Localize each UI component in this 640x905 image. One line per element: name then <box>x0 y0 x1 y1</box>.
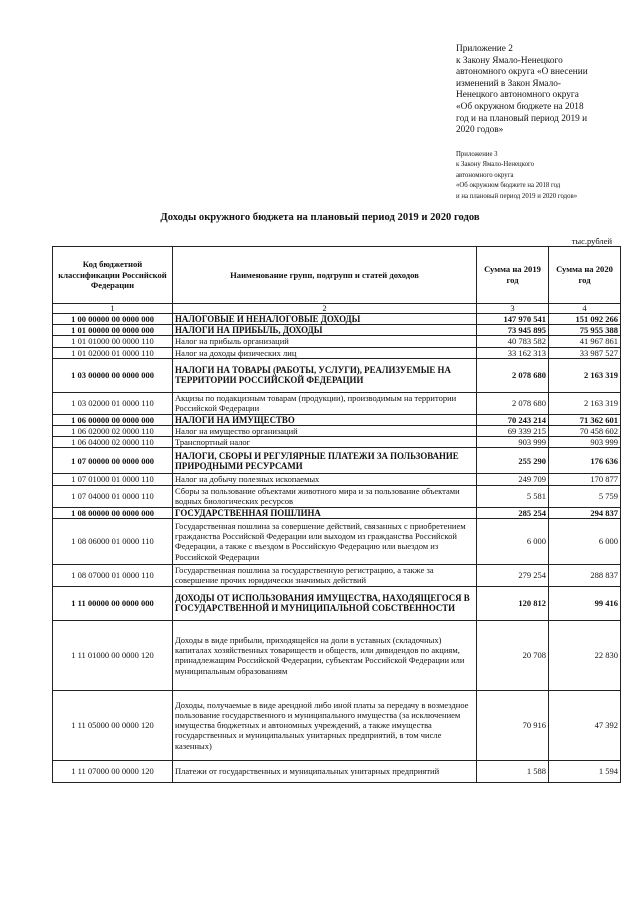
name-cell: ГОСУДАРСТВЕННАЯ ПОШЛИНА <box>173 507 477 518</box>
amount-2019-cell: 1 588 <box>477 760 549 782</box>
code-cell: 1 06 02000 02 0000 110 <box>53 426 173 437</box>
code-cell: 1 01 01000 00 0000 110 <box>53 336 173 347</box>
code-cell: 1 00 00000 00 0000 000 <box>53 314 173 325</box>
amount-2020-cell: 170 877 <box>549 474 621 485</box>
name-cell: Сборы за пользование объектами животного мира и за пользование объектами водных биологических ресурсов <box>173 485 477 507</box>
amount-2020-cell: 1 594 <box>549 760 621 782</box>
table-row <box>53 392 621 414</box>
table-row <box>53 586 621 620</box>
table-row <box>53 325 621 336</box>
appendix-2-line: 2020 годов» <box>456 125 504 136</box>
table-row <box>53 448 621 474</box>
amount-2019-cell: 2 078 680 <box>477 392 549 414</box>
appendix-2-line: к Закону Ямало-Ненецкого <box>456 55 563 66</box>
amount-2019-cell: 903 999 <box>477 437 549 448</box>
table-row <box>53 690 621 760</box>
column-index-row <box>53 304 621 314</box>
table-row <box>53 347 621 358</box>
amount-2020-cell: 22 830 <box>549 620 621 690</box>
appendix-3-line: к Закону Ямало-Ненецкого <box>456 161 535 169</box>
amount-2020-cell: 33 987 527 <box>549 347 621 358</box>
amount-2019-cell: 20 708 <box>477 620 549 690</box>
table-row <box>53 507 621 518</box>
amount-2020-cell: 294 837 <box>549 507 621 518</box>
code-cell: 1 07 04000 01 0000 110 <box>53 485 173 507</box>
revenue-table <box>52 246 621 783</box>
amount-2019-cell: 70 916 <box>477 690 549 760</box>
name-cell: Доходы, получаемые в виде арендной либо иной платы за передачу в возмездное пользование государственного и муниципального имущества (за исключением имущества бюджетных и автономных учреждений, а также имущества государственных и муниципальных унитарных предприятий, в том числе казенных) <box>173 690 477 760</box>
table-row <box>53 518 621 564</box>
amount-2020-cell: 99 416 <box>549 586 621 620</box>
column-index: 4 <box>549 304 621 314</box>
name-cell: Государственная пошлина за государственную регистрацию, а также за совершение прочих юридически значимых действий <box>173 564 477 586</box>
table-row <box>53 358 621 392</box>
amount-2019-cell: 5 581 <box>477 485 549 507</box>
header-2019: Сумма на 2019 год <box>477 247 549 304</box>
code-cell: 1 06 04000 02 0000 110 <box>53 437 173 448</box>
appendix-2-line: Приложение 2 <box>456 44 513 54</box>
amount-2019-cell: 2 078 680 <box>477 358 549 392</box>
units-label: тыс.рублей <box>571 236 612 246</box>
name-cell: Налог на доходы физических лиц <box>173 347 477 358</box>
code-cell: 1 11 01000 00 0000 120 <box>53 620 173 690</box>
name-cell: НАЛОГОВЫЕ И НЕНАЛОГОВЫЕ ДОХОДЫ <box>173 314 477 325</box>
amount-2020-cell: 2 163 319 <box>549 392 621 414</box>
appendix-3-line: Приложение 3 <box>456 151 498 158</box>
table-row <box>53 314 621 325</box>
amount-2020-cell: 2 163 319 <box>549 358 621 392</box>
table-row <box>53 336 621 347</box>
header-name: Наименование групп, подгрупп и статей доходов <box>173 247 477 304</box>
name-cell: Платежи от государственных и муниципальных унитарных предприятий <box>173 760 477 782</box>
amount-2020-cell: 5 759 <box>549 485 621 507</box>
code-cell: 1 03 00000 00 0000 000 <box>53 358 173 392</box>
name-cell: НАЛОГИ НА ПРИБЫЛЬ, ДОХОДЫ <box>173 325 477 336</box>
amount-2019-cell: 70 243 214 <box>477 414 549 425</box>
amount-2019-cell: 73 945 895 <box>477 325 549 336</box>
amount-2020-cell: 903 999 <box>549 437 621 448</box>
table-row <box>53 564 621 586</box>
code-cell: 1 01 02000 01 0000 110 <box>53 347 173 358</box>
code-cell: 1 11 00000 00 0000 000 <box>53 586 173 620</box>
name-cell: Налог на прибыль организаций <box>173 336 477 347</box>
amount-2019-cell: 40 783 582 <box>477 336 549 347</box>
name-cell: ДОХОДЫ ОТ ИСПОЛЬЗОВАНИЯ ИМУЩЕСТВА, НАХОДЯЩЕГОСЯ В ГОСУДАРСТВЕННОЙ И МУНИЦИПАЛЬНОЙ СОБСТВЕННОСТИ <box>173 586 477 620</box>
header-code: Код бюджетной классификации Российской Федерации <box>53 247 173 304</box>
amount-2019-cell: 33 162 313 <box>477 347 549 358</box>
amount-2019-cell: 285 254 <box>477 507 549 518</box>
amount-2020-cell: 71 362 601 <box>549 414 621 425</box>
amount-2020-cell: 176 636 <box>549 448 621 474</box>
table-row <box>53 426 621 437</box>
appendix-2-line: изменений в Закон Ямало- <box>456 78 561 89</box>
amount-2020-cell: 6 000 <box>549 518 621 564</box>
amount-2020-cell: 151 092 266 <box>549 314 621 325</box>
appendix-2-line: Ненецкого автономного округа <box>456 90 579 101</box>
appendix-3-line: «Об окружном бюджете на 2018 год <box>456 182 561 190</box>
amount-2019-cell: 255 290 <box>477 448 549 474</box>
code-cell: 1 06 00000 00 0000 000 <box>53 414 173 425</box>
name-cell: Государственная пошлина за совершение действий, связанных с приобретением гражданства Российской Федерации или выходом из гражданства Российской Федерации, а также с въездом в Российскую Федерацию или выездом из Российской Федерации <box>173 518 477 564</box>
name-cell: Акцизы по подакцизным товарам (продукции), производимым на территории Российской Федерации <box>173 392 477 414</box>
name-cell: НАЛОГИ НА ТОВАРЫ (РАБОТЫ, УСЛУГИ), РЕАЛИЗУЕМЫЕ НА ТЕРРИТОРИИ РОССИЙСКОЙ ФЕДЕРАЦИИ <box>173 358 477 392</box>
document-title: Доходы окружного бюджета на плановый период 2019 и 2020 годов <box>160 212 480 223</box>
code-cell: 1 08 07000 01 0000 110 <box>53 564 173 586</box>
column-index: 1 <box>53 304 173 314</box>
amount-2019-cell: 120 812 <box>477 586 549 620</box>
code-cell: 1 01 00000 00 0000 000 <box>53 325 173 336</box>
table-row <box>53 760 621 782</box>
code-cell: 1 07 00000 00 0000 000 <box>53 448 173 474</box>
code-cell: 1 11 05000 00 0000 120 <box>53 690 173 760</box>
table-row <box>53 485 621 507</box>
appendix-3-line: автономного округа <box>456 171 514 179</box>
name-cell: Налог на имущество организаций <box>173 426 477 437</box>
code-cell: 1 11 07000 00 0000 120 <box>53 760 173 782</box>
amount-2019-cell: 279 254 <box>477 564 549 586</box>
name-cell: НАЛОГИ НА ИМУЩЕСТВО <box>173 414 477 425</box>
column-index: 3 <box>477 304 549 314</box>
table-row <box>53 474 621 485</box>
code-cell: 1 03 02000 01 0000 110 <box>53 392 173 414</box>
amount-2020-cell: 41 967 861 <box>549 336 621 347</box>
amount-2020-cell: 75 955 388 <box>549 325 621 336</box>
header-2020: Сумма на 2020 год <box>549 247 621 304</box>
amount-2019-cell: 249 709 <box>477 474 549 485</box>
table-row <box>53 437 621 448</box>
amount-2019-cell: 69 339 215 <box>477 426 549 437</box>
appendix-3-line: и на плановый период 2019 и 2020 годов» <box>456 192 578 200</box>
appendix-2-block <box>456 44 626 137</box>
appendix-2-line: «Об окружном бюджете на 2018 <box>456 101 584 112</box>
table-header-row <box>53 247 621 304</box>
code-cell: 1 08 00000 00 0000 000 <box>53 507 173 518</box>
name-cell: Транспортный налог <box>173 437 477 448</box>
appendix-2-line: год и на плановый период 2019 и <box>456 113 588 124</box>
amount-2019-cell: 147 970 541 <box>477 314 549 325</box>
amount-2020-cell: 288 837 <box>549 564 621 586</box>
name-cell: Доходы в виде прибыли, приходящейся на доли в уставных (складочных) капиталах хозяйственных товариществ и обществ, или дивидендов по акциям, принадлежащим Российской Федерации, субъектам Российской Федерации или муниципальным образованиям <box>173 620 477 690</box>
amount-2020-cell: 70 458 602 <box>549 426 621 437</box>
appendix-3-block <box>456 150 632 202</box>
column-index: 2 <box>173 304 477 314</box>
amount-2019-cell: 6 000 <box>477 518 549 564</box>
table-row <box>53 620 621 690</box>
code-cell: 1 07 01000 01 0000 110 <box>53 474 173 485</box>
name-cell: Налог на добычу полезных ископаемых <box>173 474 477 485</box>
amount-2020-cell: 47 392 <box>549 690 621 760</box>
code-cell: 1 08 06000 01 0000 110 <box>53 518 173 564</box>
appendix-2-line: автономного округа «О внесении <box>456 67 588 78</box>
name-cell: НАЛОГИ, СБОРЫ И РЕГУЛЯРНЫЕ ПЛАТЕЖИ ЗА ПОЛЬЗОВАНИЕ ПРИРОДНЫМИ РЕСУРСАМИ <box>173 448 477 474</box>
table-row <box>53 414 621 425</box>
